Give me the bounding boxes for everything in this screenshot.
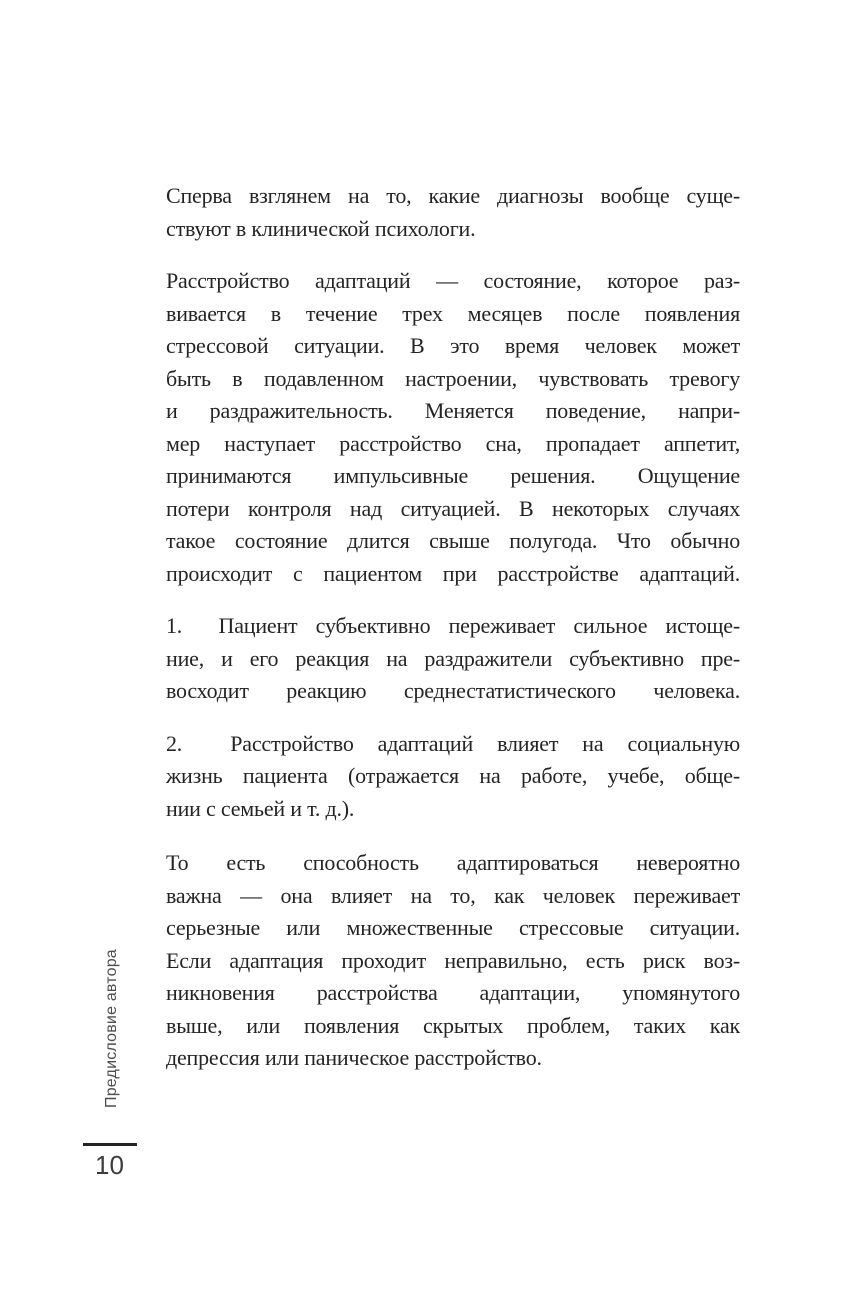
footer-rule-divider [83, 1143, 137, 1146]
text-line: происходит с пациентом при расстройстве адаптаций. [166, 560, 740, 586]
text-line: стрессовой ситуации. В это время человек может [166, 333, 740, 358]
text-line: Если адаптация проходит неправильно, есть риск воз- [166, 947, 740, 973]
text-line: нии с семьей и т. д.). [166, 795, 355, 821]
text-line: и раздражительность. Меняется поведение, напри- [166, 398, 740, 423]
page-number: 10 [95, 1150, 124, 1180]
text-line: 2. Расстройство адаптаций влияет на социальную [166, 730, 740, 756]
text-line: такое состояние длится свыше полугода. Что обычно [166, 528, 740, 553]
chapter-sidebar-label: Предисловие автора [103, 949, 120, 1108]
text-line: никновения расстройства адаптации, упомянутого [166, 980, 740, 1005]
numbered-item-1 [166, 610, 740, 708]
text-line: жизнь пациента (отражается на работе, учебе, обще- [166, 763, 740, 788]
text-line: выше, или появления скрытых проблем, таких как [166, 1012, 740, 1038]
text-line: быть в подавленном настроении, чувствовать тревогу [166, 365, 740, 391]
text-line: принимаются импульсивные решения. Ощущение [166, 463, 740, 488]
paragraph-intro [166, 180, 740, 245]
numbered-item-2 [166, 728, 740, 826]
text-line: вивается в течение трех месяцев после появления [166, 300, 740, 326]
text-line: серьезные или множественные стрессовые ситуации. [166, 915, 740, 940]
text-block [166, 180, 740, 1095]
text-line: То есть способность адаптироваться невероятно [166, 850, 740, 875]
text-line: восходит реакцию среднестатистического человека. [166, 678, 740, 703]
text-line: ние, и его реакция на раздражители субъективно пре- [166, 645, 740, 671]
text-line: потери контроля над ситуацией. В некоторых случаях [166, 495, 740, 521]
text-line: Расстройство адаптаций — состояние, которое раз- [166, 268, 740, 293]
text-line: депрессия или паническое расстройство. [166, 1045, 542, 1070]
text-line: Сперва взглянем на то, какие диагнозы вообще суще- [166, 183, 740, 208]
paragraph-adaptation-disorder [166, 265, 740, 590]
paragraph-conclusion [166, 847, 740, 1075]
text-line: важна — она влияет на то, как человек переживает [166, 882, 740, 908]
text-line: мер наступает расстройство сна, пропадает аппетит, [166, 430, 740, 456]
text-line: ствуют в клинической психологи. [166, 215, 476, 241]
text-line: 1. Пациент субъективно переживает сильное истоще- [166, 613, 740, 638]
